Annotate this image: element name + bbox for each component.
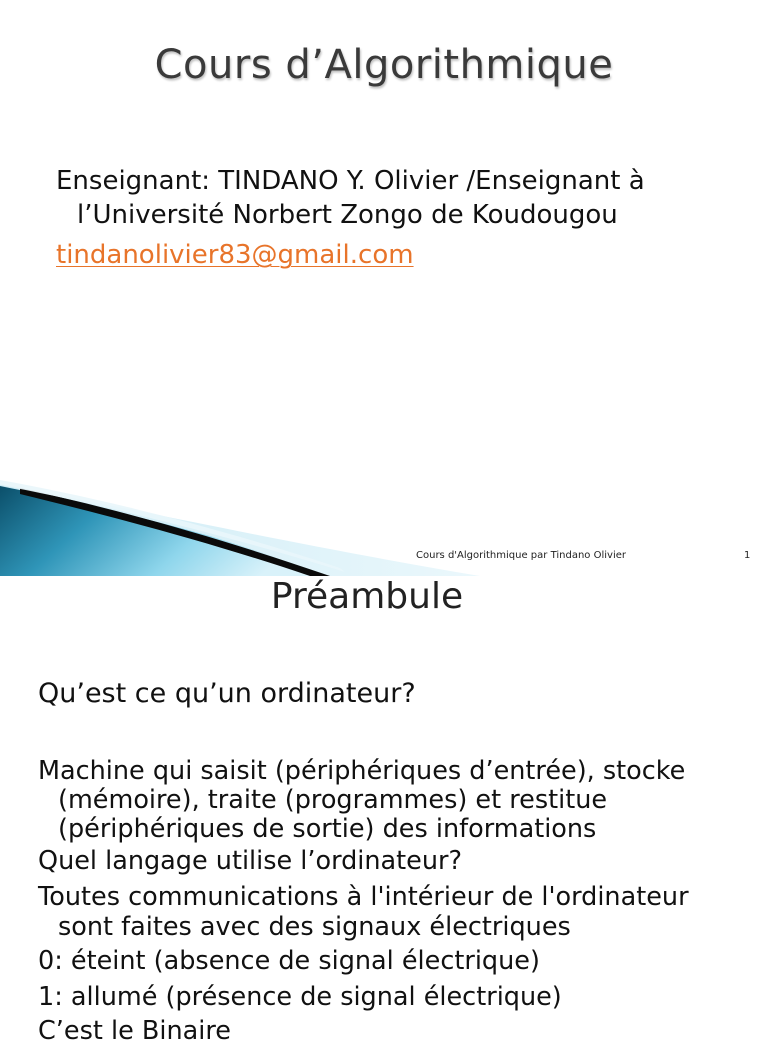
- answer-1-line-2: (mémoire), traite (programmes) et restitue: [58, 785, 608, 815]
- question-1: Qu’est ce qu’un ordinateur?: [38, 678, 416, 709]
- slide-title: Cours d’Algorithmique: [154, 42, 614, 88]
- teacher-line-1: Enseignant: TINDANO Y. Olivier /Enseignant à: [56, 166, 645, 196]
- answer-1-line-1: Machine qui saisit (périphériques d’entrée), stocke: [38, 756, 686, 786]
- teacher-line-2: l’Université Norbert Zongo de Koudougou: [77, 200, 618, 230]
- list-item-0: 0: éteint (absence de signal électrique): [38, 946, 540, 976]
- slide-title: Préambule: [270, 576, 464, 617]
- answer-1-line-3: (périphériques de sortie) des informations: [58, 814, 597, 844]
- email-link[interactable]: tindanolivier83@gmail.com: [56, 240, 414, 270]
- page-number: 1: [744, 550, 751, 561]
- footer-text: Cours d'Algorithmique par Tindano Olivier: [416, 550, 626, 561]
- cut-off-line: C’est le Binaire: [38, 1016, 231, 1046]
- decorative-swoosh: [0, 476, 768, 576]
- slide-2: [0, 576, 768, 1046]
- answer-2-line-2: sont faites avec des signaux électriques: [58, 912, 571, 942]
- answer-2-line-1: Toutes communications à l'intérieur de l'ordinateur: [38, 882, 689, 912]
- question-2: Quel langage utilise l’ordinateur?: [38, 846, 463, 876]
- list-item-1: 1: allumé (présence de signal électrique): [38, 982, 562, 1012]
